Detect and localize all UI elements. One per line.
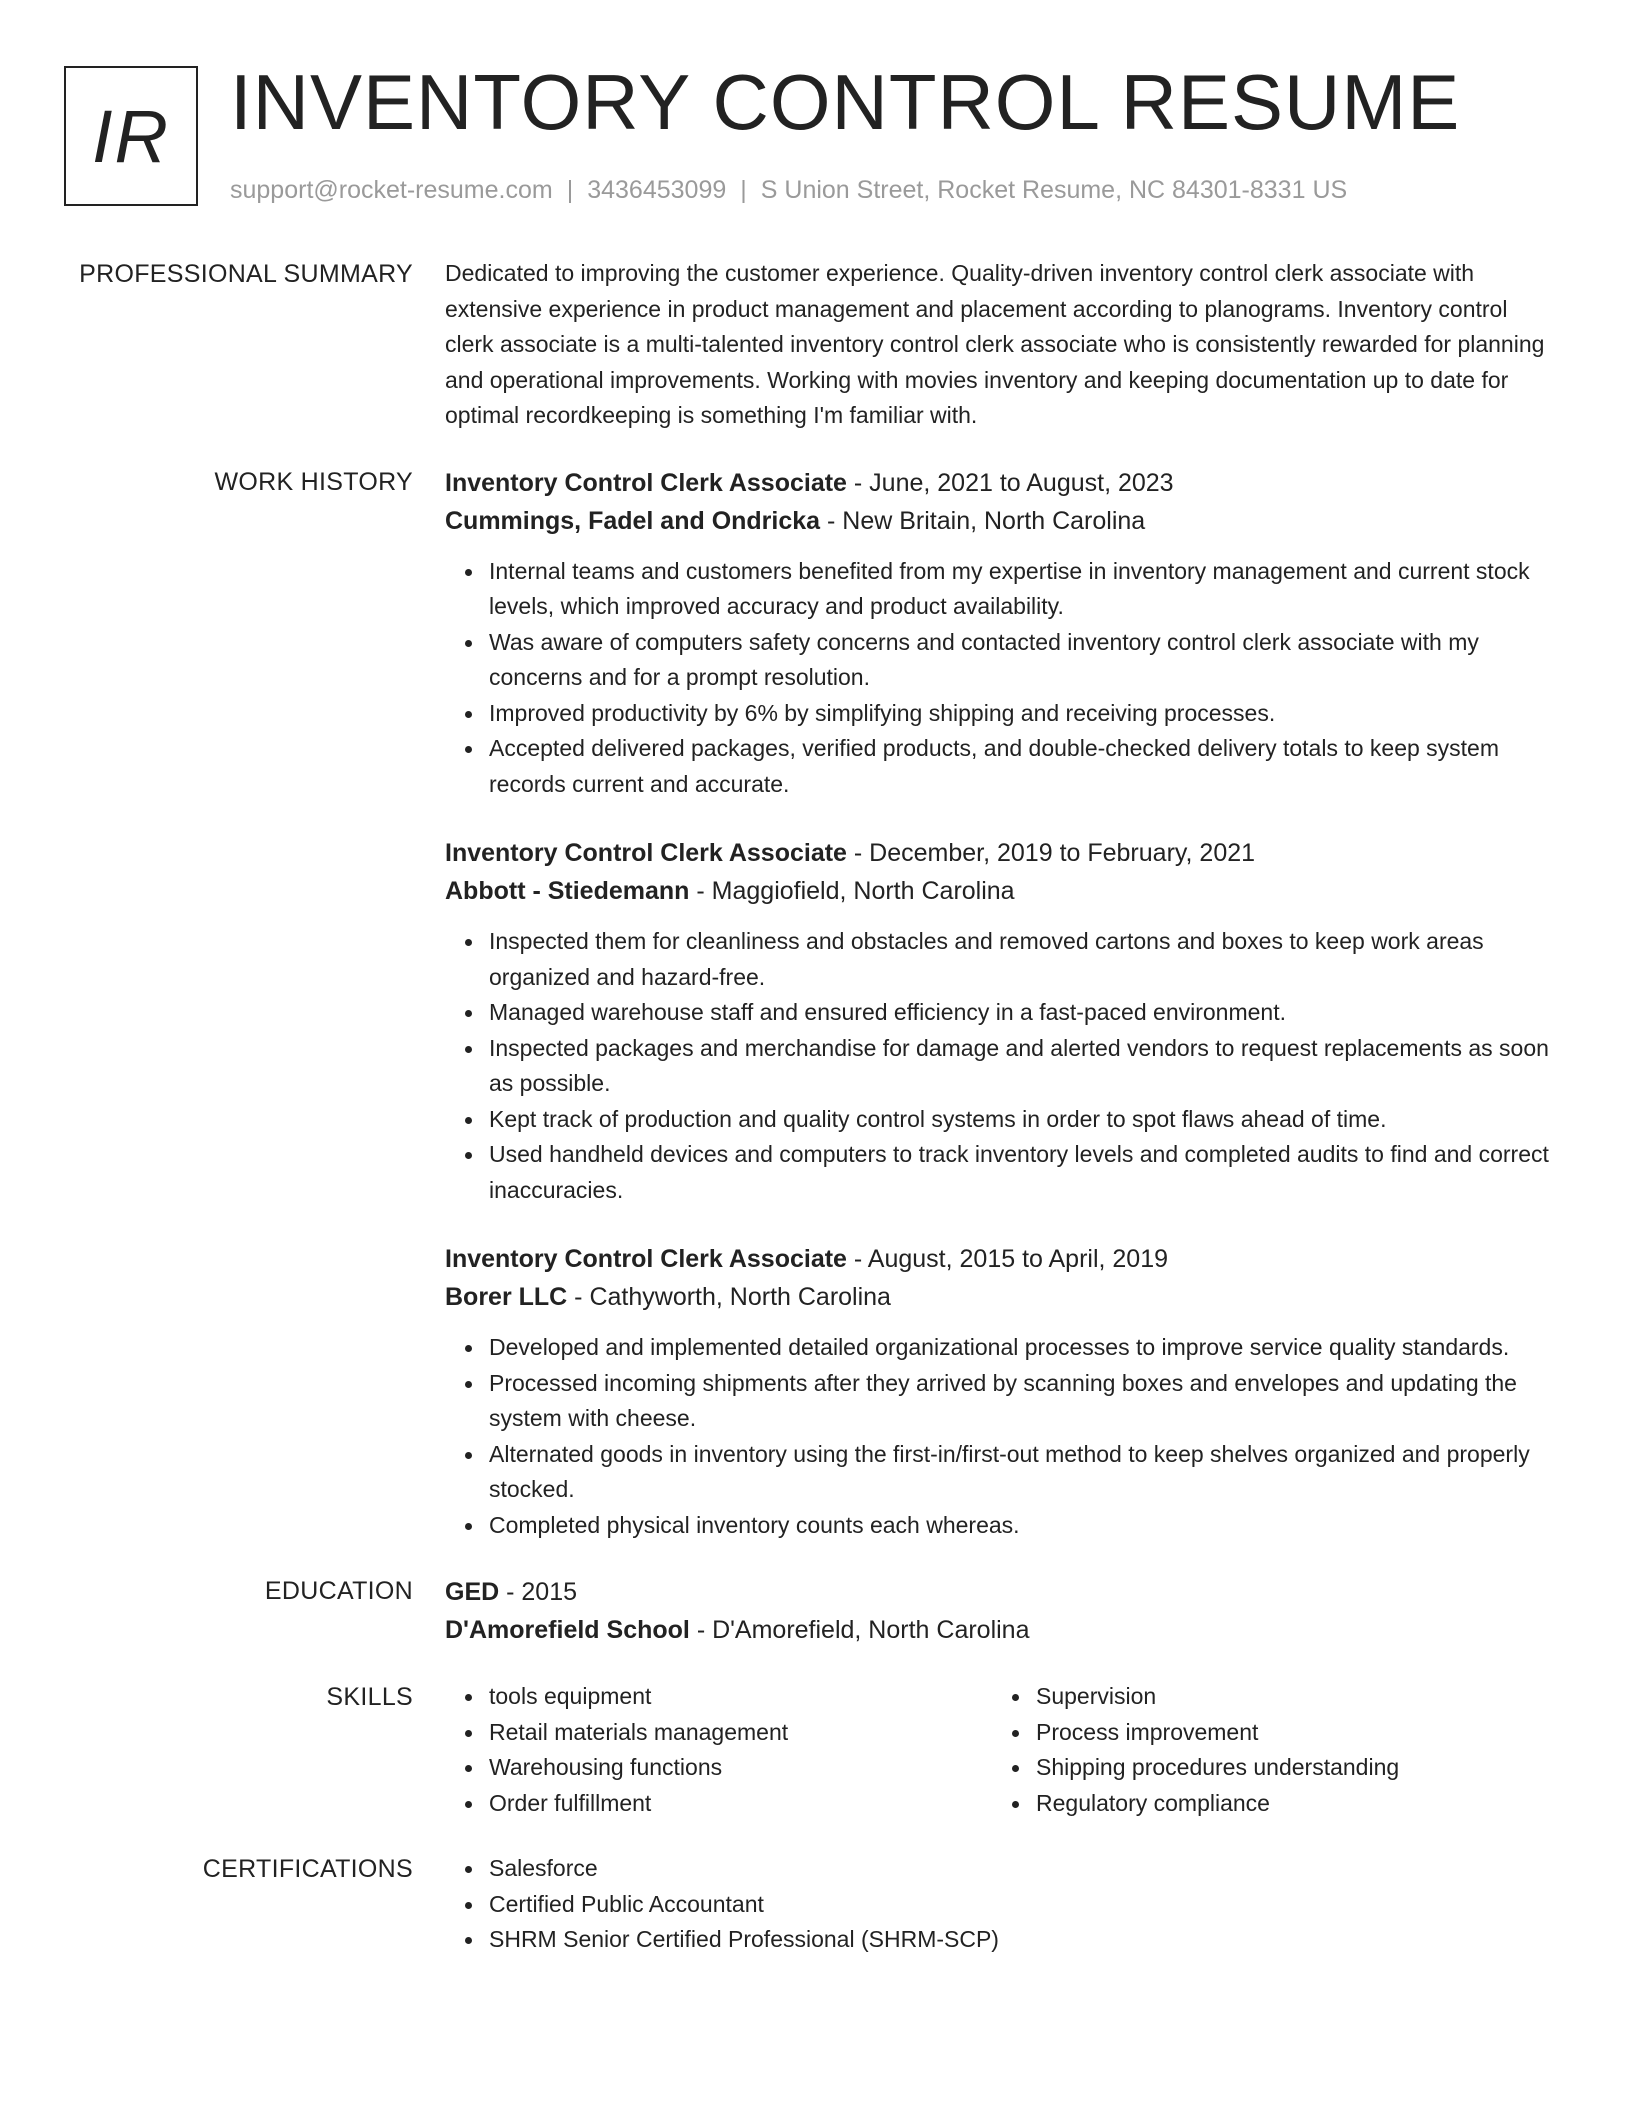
skills-column-left xyxy=(445,1679,992,1821)
education-school-line xyxy=(445,1611,1560,1649)
skills-section xyxy=(0,1679,1632,1821)
education-degree: GED xyxy=(445,1578,500,1606)
summary-section xyxy=(0,256,1632,434)
certification-item: SHRM Senior Certified Professional (SHRM-SCP) xyxy=(489,1922,1560,1958)
skills-column-right xyxy=(992,1679,1539,1821)
job-bullet: Used handheld devices and computers to track inventory levels and completed audits to find and correct inaccuracies. xyxy=(489,1137,1560,1208)
skill-item: tools equipment xyxy=(489,1679,992,1715)
job-role: Inventory Control Clerk Associate xyxy=(445,1245,847,1273)
contact-separator: | xyxy=(740,176,747,204)
section-title: PROFESSIONAL SUMMARY xyxy=(79,260,413,288)
certifications-list xyxy=(445,1851,1560,1958)
education-section xyxy=(0,1573,1632,1649)
contact-address: S Union Street, Rocket Resume, NC 84301-8331 US xyxy=(760,176,1348,204)
certification-item: Certified Public Accountant xyxy=(489,1887,1560,1923)
work-history-section xyxy=(0,464,1632,1544)
certification-item: Salesforce xyxy=(489,1851,1560,1887)
section-title: SKILLS xyxy=(326,1683,413,1711)
section-title: CERTIFICATIONS xyxy=(202,1855,413,1883)
job-company-line xyxy=(445,872,1560,910)
job-bullet: Kept track of production and quality control systems in order to spot flaws ahead of time. xyxy=(489,1102,1560,1138)
job-bullet: Developed and implemented detailed organizational processes to improve service quality standards. xyxy=(489,1330,1560,1366)
skills-grid xyxy=(445,1679,1560,1821)
job-company-line xyxy=(445,1278,1560,1316)
education-year: - 2015 xyxy=(499,1578,578,1606)
job-entry xyxy=(445,464,1560,803)
skill-item: Warehousing functions xyxy=(489,1750,992,1786)
job-dates: - August, 2015 to April, 2019 xyxy=(846,1245,1169,1273)
summary-text: Dedicated to improving the customer experience. Quality-driven inventory control clerk associate with extensive experience in product management and placement according to planograms. Inventory control clerk associate is a multi-talented inventory control clerk associate who is consistently rewarded for planning and operational improvements. Working with movies inventory and keeping documentation up to date for optimal recordkeeping is something I'm familiar with. xyxy=(445,260,1545,428)
job-bullets xyxy=(445,924,1560,1208)
job-bullet: Managed warehouse staff and ensured efficiency in a fast-paced environment. xyxy=(489,995,1560,1031)
skill-item: Shipping procedures understanding xyxy=(1036,1750,1539,1786)
job-entry xyxy=(445,1240,1560,1543)
job-location: - Maggiofield, North Carolina xyxy=(689,877,1015,905)
job-bullets xyxy=(445,554,1560,803)
job-bullets xyxy=(445,1330,1560,1543)
job-entry xyxy=(445,834,1560,1208)
job-dates: - June, 2021 to August, 2023 xyxy=(846,468,1174,497)
job-title-line xyxy=(445,464,1560,502)
skill-item: Process improvement xyxy=(1036,1715,1539,1751)
contact-separator: | xyxy=(566,176,574,204)
job-role: Inventory Control Clerk Associate xyxy=(445,468,847,497)
job-title-line xyxy=(445,834,1560,872)
job-company: Cummings, Fadel and Ondricka xyxy=(445,506,821,535)
certifications-section xyxy=(0,1851,1632,1958)
education-degree-line xyxy=(445,1573,1560,1611)
section-body xyxy=(445,256,1560,434)
section-body xyxy=(445,1851,1560,1958)
job-bullet: Inspected them for cleanliness and obstacles and removed cartons and boxes to keep work areas organized and hazard-free. xyxy=(489,924,1560,995)
job-dates: - December, 2019 to February, 2021 xyxy=(846,839,1256,867)
contact-email[interactable]: support@rocket-resume.com xyxy=(230,176,553,204)
job-company-line xyxy=(445,502,1560,540)
job-location: - New Britain, North Carolina xyxy=(820,506,1146,535)
skill-item: Retail materials management xyxy=(489,1715,992,1751)
job-location: - Cathyworth, North Carolina xyxy=(567,1283,891,1311)
job-bullet: Was aware of computers safety concerns and contacted inventory control clerk associate with my concerns and for a prompt resolution. xyxy=(489,625,1560,696)
section-title: EDUCATION xyxy=(264,1577,413,1605)
contact-phone[interactable]: 3436453099 xyxy=(587,176,727,204)
job-bullet: Accepted delivered packages, verified products, and double-checked delivery totals to keep system records current and accurate. xyxy=(489,731,1560,802)
section-title: WORK HISTORY xyxy=(214,467,413,496)
job-bullet: Processed incoming shipments after they arrived by scanning boxes and envelopes and updating the system with cheese. xyxy=(489,1366,1560,1437)
job-bullet: Inspected packages and merchandise for damage and alerted vendors to request replacements as soon as possible. xyxy=(489,1031,1560,1102)
section-body xyxy=(445,1573,1560,1649)
education-location: - D'Amorefield, North Carolina xyxy=(689,1616,1030,1644)
skill-item: Regulatory compliance xyxy=(1036,1786,1539,1822)
job-role: Inventory Control Clerk Associate xyxy=(445,839,847,867)
monogram-logo: IR xyxy=(64,66,198,206)
job-bullet: Internal teams and customers benefited from my expertise in inventory management and current stock levels, which improved accuracy and product availability. xyxy=(489,554,1560,625)
resume-title: INVENTORY CONTROL RESUME xyxy=(230,58,1461,146)
job-company: Borer LLC xyxy=(445,1283,568,1311)
skill-item: Supervision xyxy=(1036,1679,1539,1715)
section-body xyxy=(445,464,1560,1544)
job-company: Abbott - Stiedemann xyxy=(445,877,690,905)
resume-content xyxy=(0,256,1632,1988)
job-bullet: Completed physical inventory counts each whereas. xyxy=(489,1508,1560,1544)
job-title-line xyxy=(445,1240,1560,1278)
contact-line xyxy=(230,174,1347,206)
education-school: D'Amorefield School xyxy=(445,1616,690,1644)
job-bullet: Alternated goods in inventory using the first-in/first-out method to keep shelves organized and properly stocked. xyxy=(489,1437,1560,1508)
skill-item: Order fulfillment xyxy=(489,1786,992,1822)
job-bullet: Improved productivity by 6% by simplifying shipping and receiving processes. xyxy=(489,696,1560,732)
